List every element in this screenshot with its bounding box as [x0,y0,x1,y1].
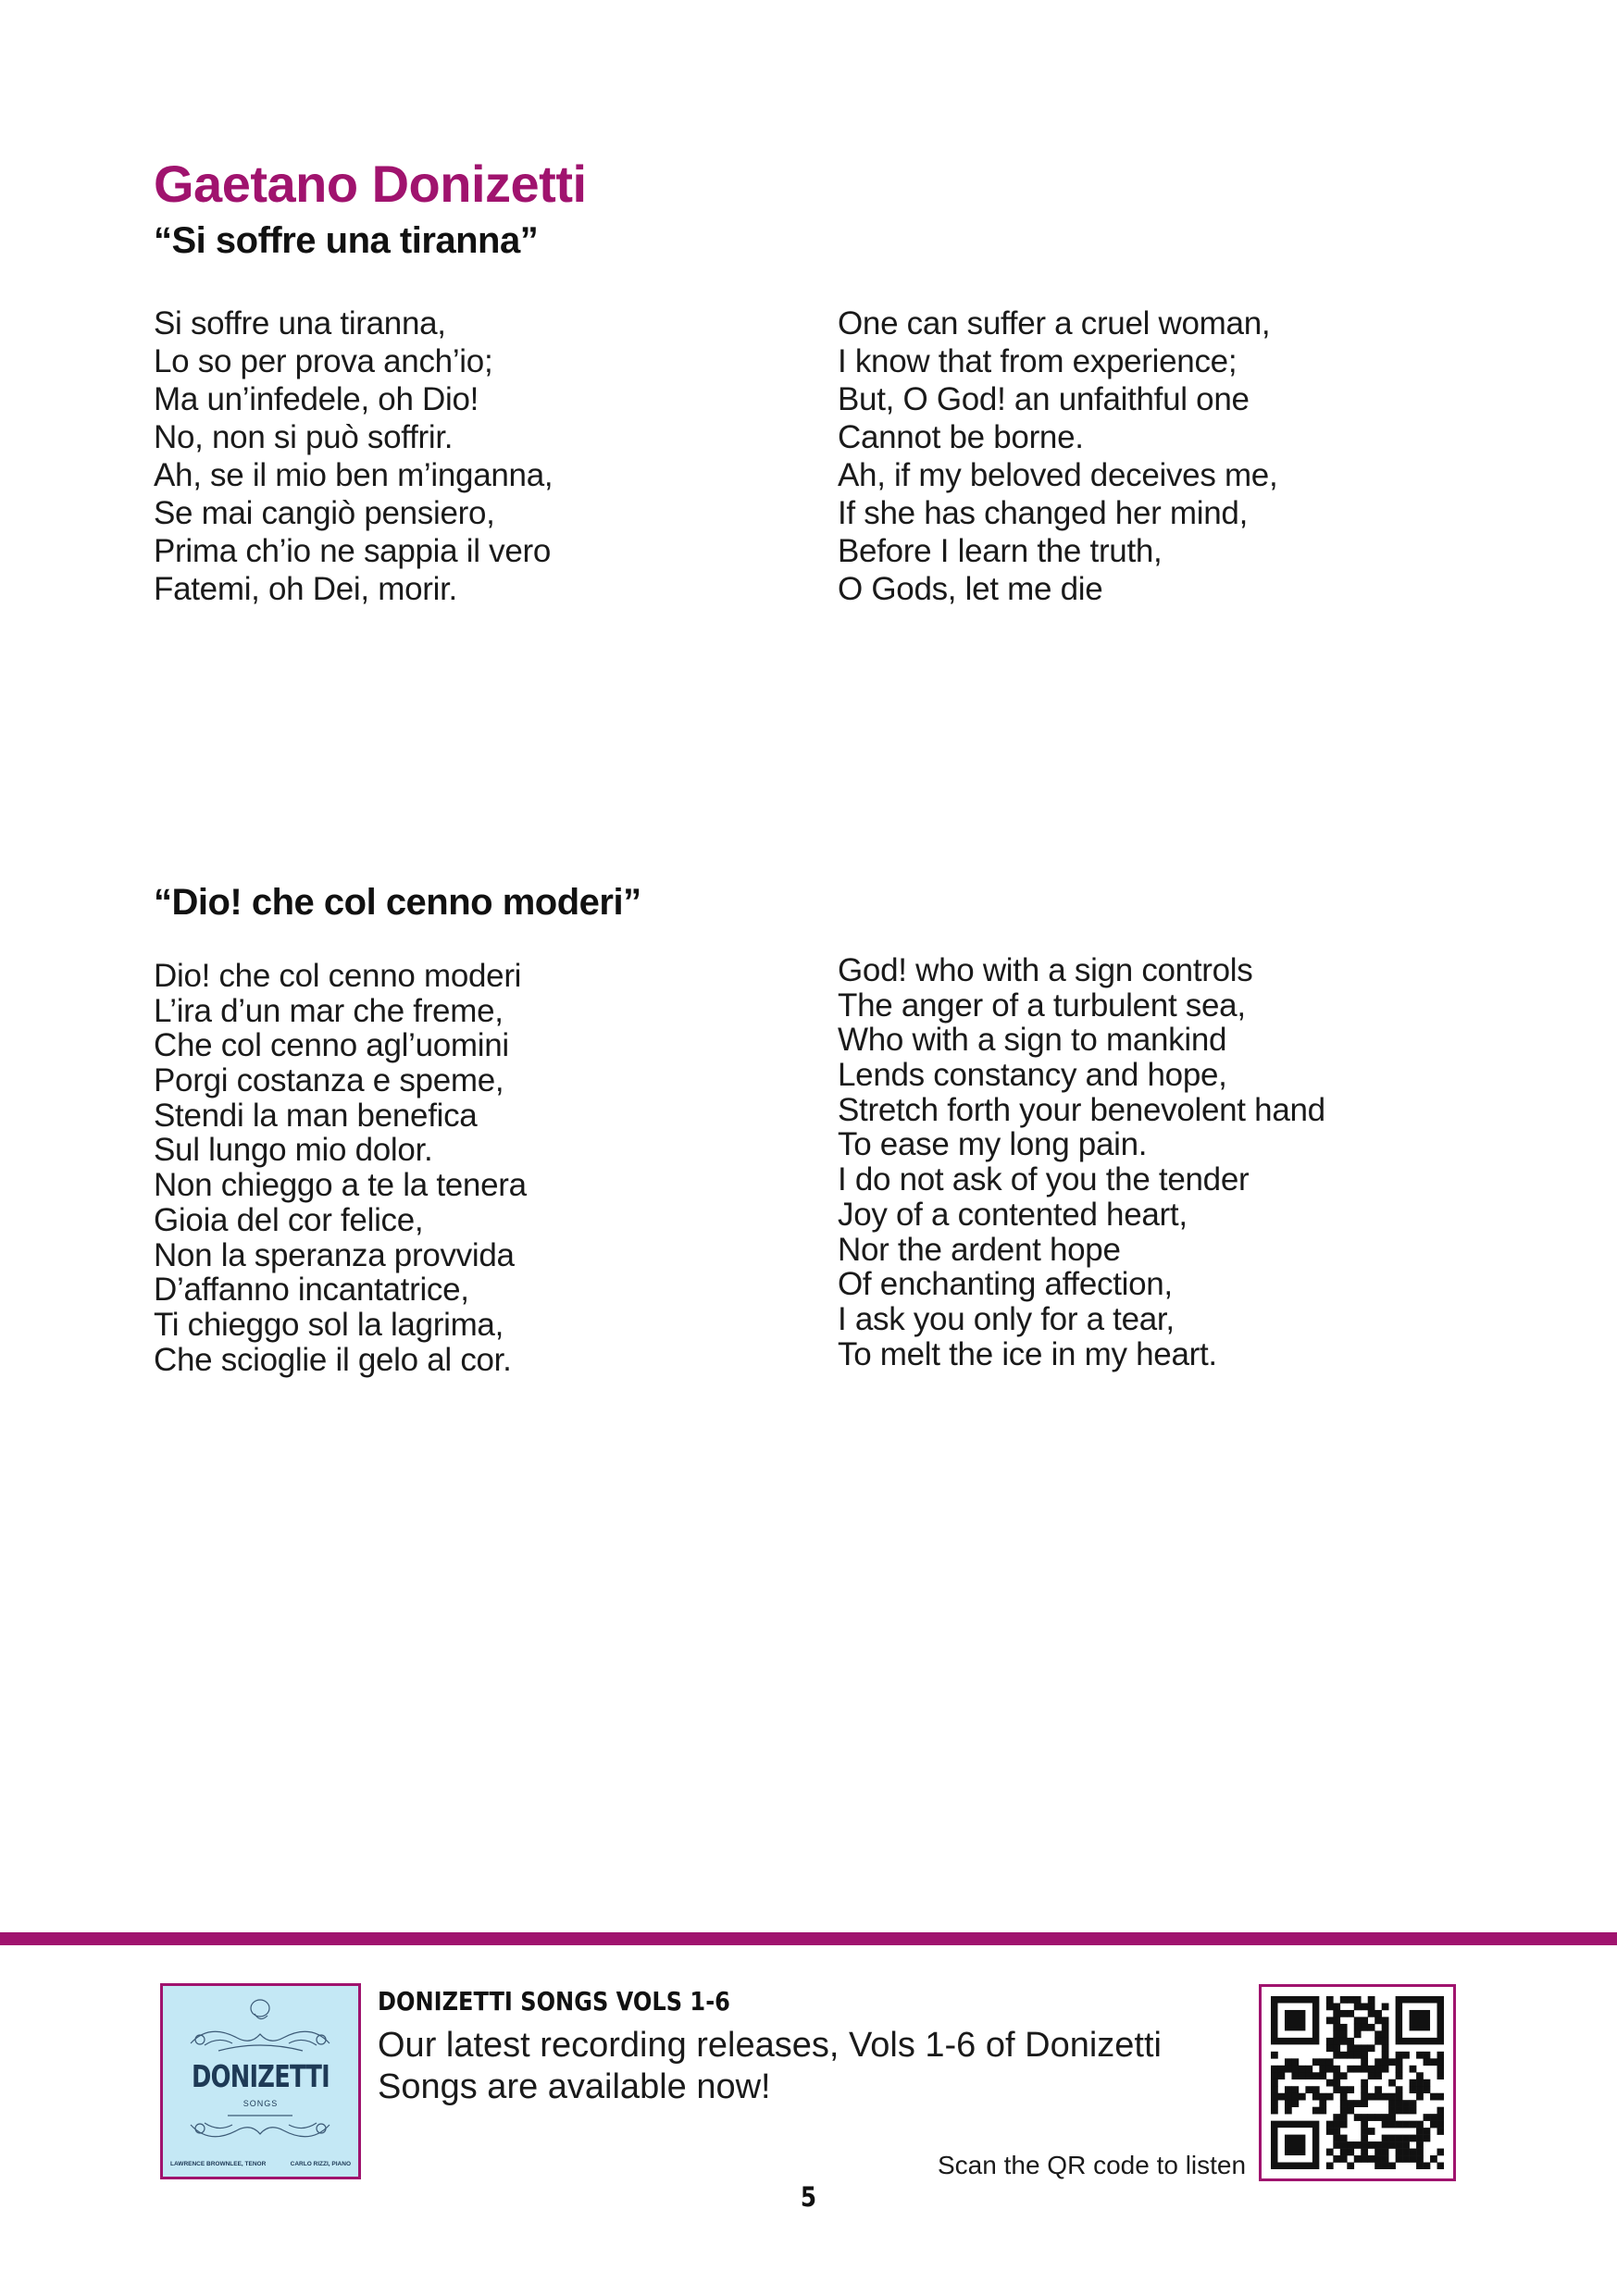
qr-code-pattern [1271,1996,1444,2169]
translation-line: To ease my long pain. [838,1126,1148,1163]
song-title-2: “Dio! che col cenno moderi” [154,882,641,923]
translation-line: Ah, if my beloved deceives me, [838,457,1278,493]
translation-line: I know that from experience; [838,343,1238,379]
translation-line: God! who with a sign controls [838,952,1253,988]
lyric-line: Che scioglie il gelo al cor. [154,1341,512,1378]
album-credits [170,2161,351,2167]
translation-line: Before I learn the truth, [838,533,1163,569]
lyric-line: Non chieggo a te la tenera [154,1167,527,1204]
translation-line: I ask you only for a tear, [838,1300,1175,1337]
song-title-1: “Si soffre una tiranna” [154,220,539,261]
promo-text: Our latest recording releases, Vols 1-6 of Donizetti Songs are available now! [378,2026,1162,2106]
promo-heading: DONIZETTI SONGS VOLS 1-6 [378,1986,730,2017]
translation-line: But, O God! an unfaithful one [838,381,1250,417]
translation-line: The anger of a turbulent sea, [838,987,1246,1024]
lyric-line: Ma un’infedele, oh Dio! [154,381,479,417]
italian-lyrics-2 [154,959,527,1377]
lyric-line: L’ira d’un mar che freme, [154,992,504,1029]
lyric-line: Prima ch’io ne sappia il vero [154,533,552,569]
lyric-line: Se mai cangiò pensiero, [154,495,495,531]
lyric-line: Lo so per prova anch’io; [154,343,493,379]
album-piano-credit: CARLO RIZZI, PIANO [290,2161,351,2167]
translation-line: Lends constancy and hope, [838,1057,1227,1094]
lyric-line: Porgi costanza e speme, [154,1062,504,1099]
translation-line: Who with a sign to mankind [838,1022,1227,1059]
album-cover-image[interactable] [160,1983,361,2179]
page-number: 5 [800,2181,817,2213]
lyric-line: Sul lungo mio dolor. [154,1132,433,1169]
lyric-line: D’affanno incantatrice, [154,1272,469,1309]
lyric-line: No, non si può soffrir. [154,419,454,455]
italian-lyrics-1 [154,304,553,608]
lyric-line: Stendi la man benefica [154,1097,478,1134]
translation-line: One can suffer a cruel woman, [838,305,1271,341]
footer-divider [0,1932,1617,1945]
translation-line: Stretch forth your benevolent hand [838,1091,1325,1128]
album-subtitle: SONGS [243,2099,279,2108]
translation-line: To melt the ice in my heart. [838,1335,1217,1372]
english-translation-1 [838,304,1277,608]
lyric-line: Si soffre una tiranna, [154,305,446,341]
translation-line: Nor the ardent hope [838,1231,1121,1268]
lyric-line: Fatemi, oh Dei, morir. [154,571,457,607]
lyric-line: Non la speranza provvida [154,1236,515,1273]
english-translation-2 [838,953,1325,1371]
translation-line: O Gods, let me die [838,571,1103,607]
translation-line: Of enchanting affection, [838,1266,1173,1303]
qr-caption: Scan the QR code to listen [938,2151,1247,2179]
translation-line: Cannot be borne. [838,419,1084,455]
translation-line: Joy of a contented heart, [838,1196,1188,1233]
qr-code[interactable] [1259,1984,1456,2181]
lyric-line: Che col cenno agl’uomini [154,1027,509,1064]
album-title: DONIZETTI [192,2058,330,2094]
album-tenor-credit: LAWRENCE BROWNLEE, TENOR [170,2161,267,2167]
lyric-line: Gioia del cor felice, [154,1201,424,1238]
translation-line: If she has changed her mind, [838,495,1248,531]
composer-name: Gaetano Donizetti [154,155,587,213]
lyric-line: Ah, se il mio ben m’inganna, [154,457,554,493]
lyric-line: Ti chieggo sol la lagrima, [154,1306,504,1343]
lyric-line: Dio! che col cenno moderi [154,958,522,994]
translation-line: I do not ask of you the tender [838,1161,1250,1198]
